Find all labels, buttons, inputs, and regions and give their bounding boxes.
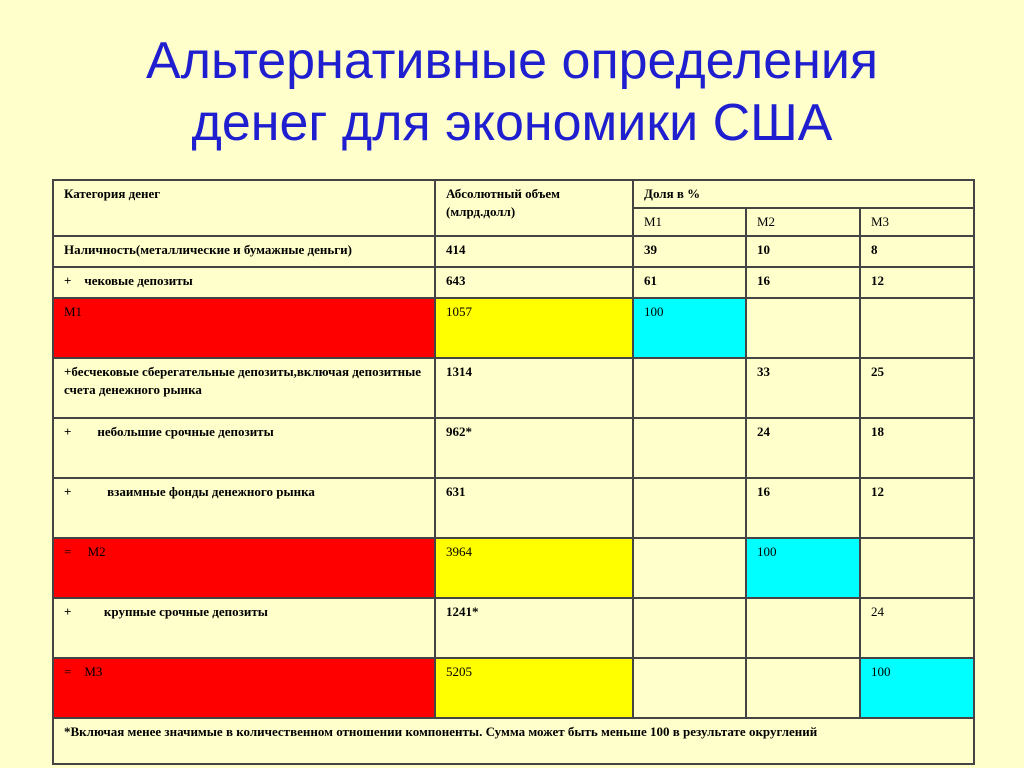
row-m1 <box>633 418 746 478</box>
slide-title <box>0 30 1024 154</box>
row-m3: 25 <box>860 358 974 418</box>
row-m2: 24 <box>746 418 860 478</box>
row-m3: 8 <box>860 236 974 267</box>
row-category: + крупные срочные депозиты <box>53 598 435 658</box>
table-row <box>53 267 974 298</box>
row-m1 <box>633 358 746 418</box>
row-m3: 100 <box>860 658 974 718</box>
row-m1: 61 <box>633 267 746 298</box>
row-category: + небольшие срочные депозиты <box>53 418 435 478</box>
row-m3 <box>860 538 974 598</box>
table-row <box>53 418 974 478</box>
money-definitions-table <box>52 179 975 765</box>
footnote: *Включая менее значимые в количественном отношении компоненты. Сумма может быть меньше 100 в результате округлений <box>53 718 974 764</box>
table-row-m1-total <box>53 298 974 358</box>
row-m2: 16 <box>746 478 860 538</box>
row-category: Наличность(металлические и бумажные деньги) <box>53 236 435 267</box>
row-m1 <box>633 598 746 658</box>
row-m3 <box>860 298 974 358</box>
row-volume: 414 <box>435 236 633 267</box>
header-share: Доля в % <box>633 180 974 208</box>
row-volume: 631 <box>435 478 633 538</box>
row-m2: 16 <box>746 267 860 298</box>
row-m3: 18 <box>860 418 974 478</box>
header-m2: М2 <box>746 208 860 236</box>
table-row <box>53 236 974 267</box>
row-m1: 100 <box>633 298 746 358</box>
header-m3: М3 <box>860 208 974 236</box>
row-volume: 1057 <box>435 298 633 358</box>
row-category: = М3 <box>53 658 435 718</box>
row-m1: 39 <box>633 236 746 267</box>
table-footnote-row <box>53 718 974 764</box>
row-m2: 10 <box>746 236 860 267</box>
row-volume: 1241* <box>435 598 633 658</box>
row-m1 <box>633 538 746 598</box>
table-header-row <box>53 180 974 208</box>
row-m2 <box>746 598 860 658</box>
row-m3: 12 <box>860 267 974 298</box>
row-m2: 33 <box>746 358 860 418</box>
header-category: Категория денег <box>53 180 435 236</box>
row-volume: 5205 <box>435 658 633 718</box>
row-category: = М2 <box>53 538 435 598</box>
table-row <box>53 598 974 658</box>
row-category: + чековые депозиты <box>53 267 435 298</box>
row-m2: 100 <box>746 538 860 598</box>
table-row-m3-total <box>53 658 974 718</box>
row-category: +бесчековые сберегательные депозиты,включая депозитные счета денежного рынка <box>53 358 435 418</box>
row-m1 <box>633 658 746 718</box>
row-m3: 12 <box>860 478 974 538</box>
row-m1 <box>633 478 746 538</box>
slide-title-line-2: денег для экономики США <box>191 94 833 152</box>
row-volume: 3964 <box>435 538 633 598</box>
row-volume: 643 <box>435 267 633 298</box>
row-volume: 962* <box>435 418 633 478</box>
slide-title-line-1: Альтернативные определения <box>145 32 879 90</box>
row-m3: 24 <box>860 598 974 658</box>
row-category: + взаимные фонды денежного рынка <box>53 478 435 538</box>
row-m2 <box>746 658 860 718</box>
row-category: М1 <box>53 298 435 358</box>
header-m1: М1 <box>633 208 746 236</box>
table-row <box>53 478 974 538</box>
header-volume: Абсолютный объем (млрд.долл) <box>435 180 633 236</box>
table-row <box>53 358 974 418</box>
row-volume: 1314 <box>435 358 633 418</box>
row-m2 <box>746 298 860 358</box>
table-row-m2-total <box>53 538 974 598</box>
